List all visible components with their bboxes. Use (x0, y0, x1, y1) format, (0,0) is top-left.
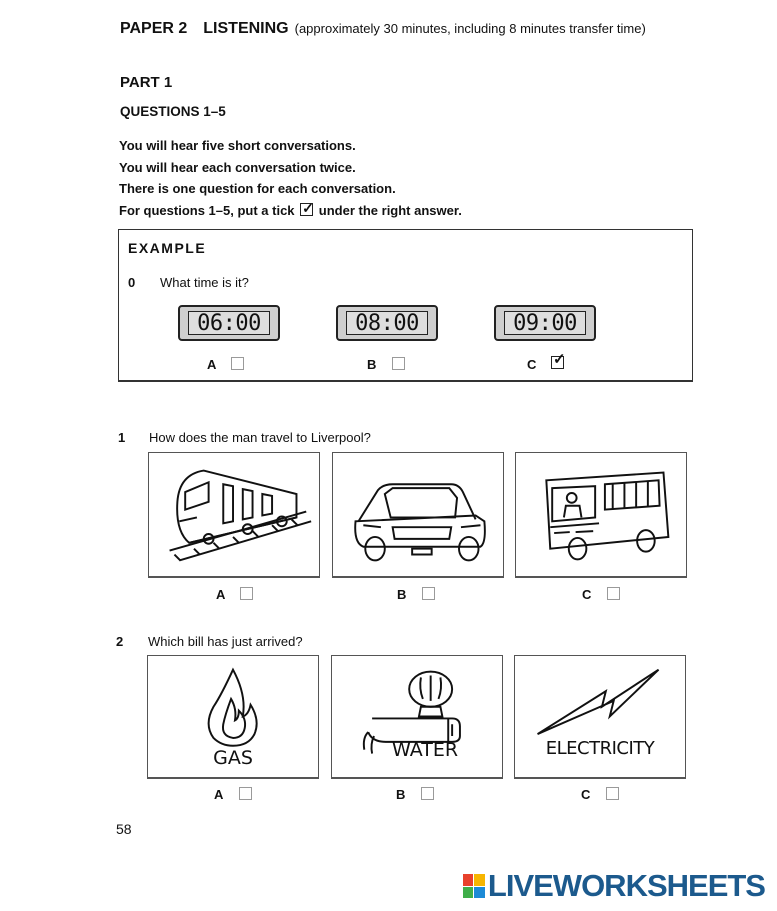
part-title: PART 1 (120, 74, 173, 91)
questions-range: QUESTIONS 1–5 (120, 104, 226, 119)
liveworksheets-brand[interactable] (463, 868, 765, 904)
train-picture[interactable] (148, 452, 320, 578)
answer-checkbox-1b[interactable] (422, 587, 435, 600)
electricity-caption: ELECTRICITY (545, 738, 655, 759)
example-number: 0 (128, 275, 136, 290)
gas-picture[interactable] (147, 655, 319, 779)
answer-checkbox-b[interactable] (392, 357, 405, 370)
answer-checkbox-2a[interactable] (239, 787, 252, 800)
option-letter: B (396, 787, 406, 802)
clock-time: 06:00 (188, 311, 270, 335)
answer-checkbox-1a[interactable] (240, 587, 253, 600)
example-question: What time is it? (160, 275, 249, 290)
clock-display (494, 305, 596, 341)
option-letter: B (397, 587, 407, 602)
section-label: LISTENING (203, 20, 289, 37)
logo-square (463, 874, 474, 886)
instruction-line: You will hear five short conversations. (119, 138, 356, 153)
brand-name: LIVEWORKSHEETS (487, 868, 765, 903)
instruction-line: You will hear each conversation twice. (119, 159, 356, 175)
paper-label: PAPER 2 (120, 20, 188, 37)
option-letter: A (216, 587, 226, 602)
header-note: (approximately 30 minutes, including 8 minutes transfer time) (294, 21, 646, 36)
example-box (118, 229, 693, 382)
logo-square (474, 874, 485, 886)
option-letter: C (581, 787, 591, 802)
instruction-text: For questions 1–5, put a tick (119, 202, 295, 218)
paper-header (120, 20, 646, 38)
answer-checkbox-2b[interactable] (421, 787, 434, 800)
question-text: How does the man travel to Liverpool? (149, 430, 371, 445)
bus-picture[interactable] (515, 452, 687, 578)
train-icon (149, 453, 319, 576)
car-icon (333, 453, 503, 576)
example-title: EXAMPLE (128, 240, 207, 256)
logo-square (474, 887, 485, 899)
clock-display (336, 305, 438, 341)
question-text: Which bill has just arrived? (148, 634, 303, 649)
instruction-text: under the right answer. (318, 202, 462, 218)
logo-square (463, 887, 474, 899)
water-caption: WATER (392, 739, 459, 761)
option-letter: C (582, 587, 592, 602)
answer-checkbox-c-checked[interactable] (551, 356, 564, 369)
instructions (119, 135, 462, 221)
liveworksheets-logo-icon (463, 874, 485, 898)
clock-time: 08:00 (346, 311, 428, 335)
option-letter: C (527, 357, 537, 372)
option-letter: B (367, 357, 377, 372)
question-number: 1 (118, 430, 126, 445)
option-letter: A (207, 357, 217, 372)
instruction-line: There is one question for each conversation. (119, 181, 396, 196)
clock-display (178, 305, 280, 341)
gas-caption: GAS (213, 747, 253, 769)
option-letter: A (214, 787, 224, 802)
bus-icon (516, 453, 686, 576)
answer-checkbox-1c[interactable] (607, 587, 620, 600)
page-number: 58 (116, 821, 132, 837)
answer-checkbox-2c[interactable] (606, 787, 619, 800)
instruction-line (119, 200, 462, 222)
car-picture[interactable] (332, 452, 504, 578)
water-picture[interactable] (331, 655, 503, 779)
tick-box-icon (300, 203, 313, 216)
answer-checkbox-a[interactable] (231, 357, 244, 370)
question-number: 2 (116, 634, 124, 649)
clock-time: 09:00 (504, 311, 586, 335)
electricity-picture[interactable] (514, 655, 686, 779)
